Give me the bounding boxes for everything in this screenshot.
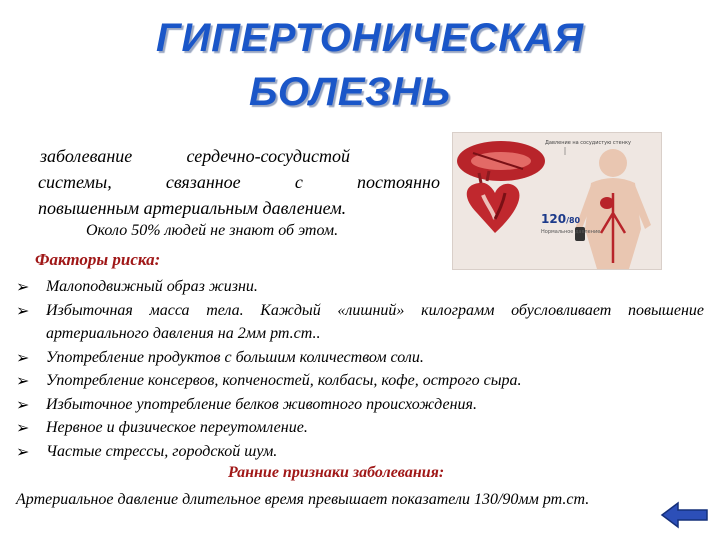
intro-word: постоянно	[356, 172, 440, 192]
arrow-bullet-icon: ➢	[16, 371, 30, 390]
early-signs-heading: Ранние признаки заболевания:	[228, 464, 445, 481]
awareness-note: Около 50% людей не знают об этом.	[86, 222, 339, 239]
svg-text:120/80	[541, 212, 581, 226]
intro-word: заболевание	[40, 146, 133, 166]
list-item: ➢ Употребление продуктов с большим количеством соли.	[14, 346, 704, 370]
page-title-line2: БОЛЕЗНЬ	[249, 70, 451, 114]
arrow-bullet-icon: ➢	[16, 394, 30, 414]
list-item: ➢ Малоподвижный образ жизни.	[14, 275, 704, 299]
risk-factors-heading: Факторы риска:	[35, 250, 161, 269]
arrow-bullet-icon: ➢	[16, 300, 30, 320]
arrow-bullet-icon: ➢	[16, 347, 30, 367]
intro-word: связанное	[165, 172, 241, 192]
page-title: ГИПЕРТОНИЧЕСКАЯ	[155, 16, 585, 60]
pressure-systolic: 120	[541, 212, 567, 226]
intro-word: повышенным артериальным давлением.	[38, 198, 347, 218]
arrow-bullet-icon: ➢	[16, 418, 30, 437]
back-button[interactable]	[660, 500, 710, 530]
intro-word: системы,	[38, 172, 112, 192]
intro-word: сердечно-сосудистой	[186, 146, 350, 166]
illustration-caption: Давление на сосудистую стенку	[545, 140, 631, 146]
intro-definition	[38, 143, 440, 221]
back-arrow-icon	[660, 500, 710, 530]
pressure-diastolic: /80	[566, 216, 581, 225]
arrow-bullet-icon: ➢	[16, 441, 30, 461]
intro-word: с	[294, 172, 303, 192]
pressure-label: Нормальное давление	[541, 229, 601, 235]
list-item: ➢ Избыточное употребление белков животного происхождения.	[14, 393, 704, 417]
list-item: ➢ Избыточная масса тела. Каждый «лишний» килограмм обусловливает повышение артериального давления на 2мм рт.ст..	[16, 300, 704, 342]
list-item: ➢ Нервное и физическое переутомление.	[14, 416, 704, 440]
arrow-bullet-icon: ➢	[16, 277, 30, 296]
risk-factors-list	[14, 275, 704, 463]
list-item: ➢ Употребление консервов, копченостей, колбасы, кофе, острого сыра.	[14, 369, 704, 393]
early-signs-text: Артериальное давление длительное время превышает показатели 130/90мм рт.ст.	[16, 491, 590, 508]
list-item: ➢ Частые стрессы, городской шум.	[14, 440, 704, 464]
vessel-heart-body-image	[453, 133, 661, 269]
hypertension-illustration	[452, 132, 662, 270]
